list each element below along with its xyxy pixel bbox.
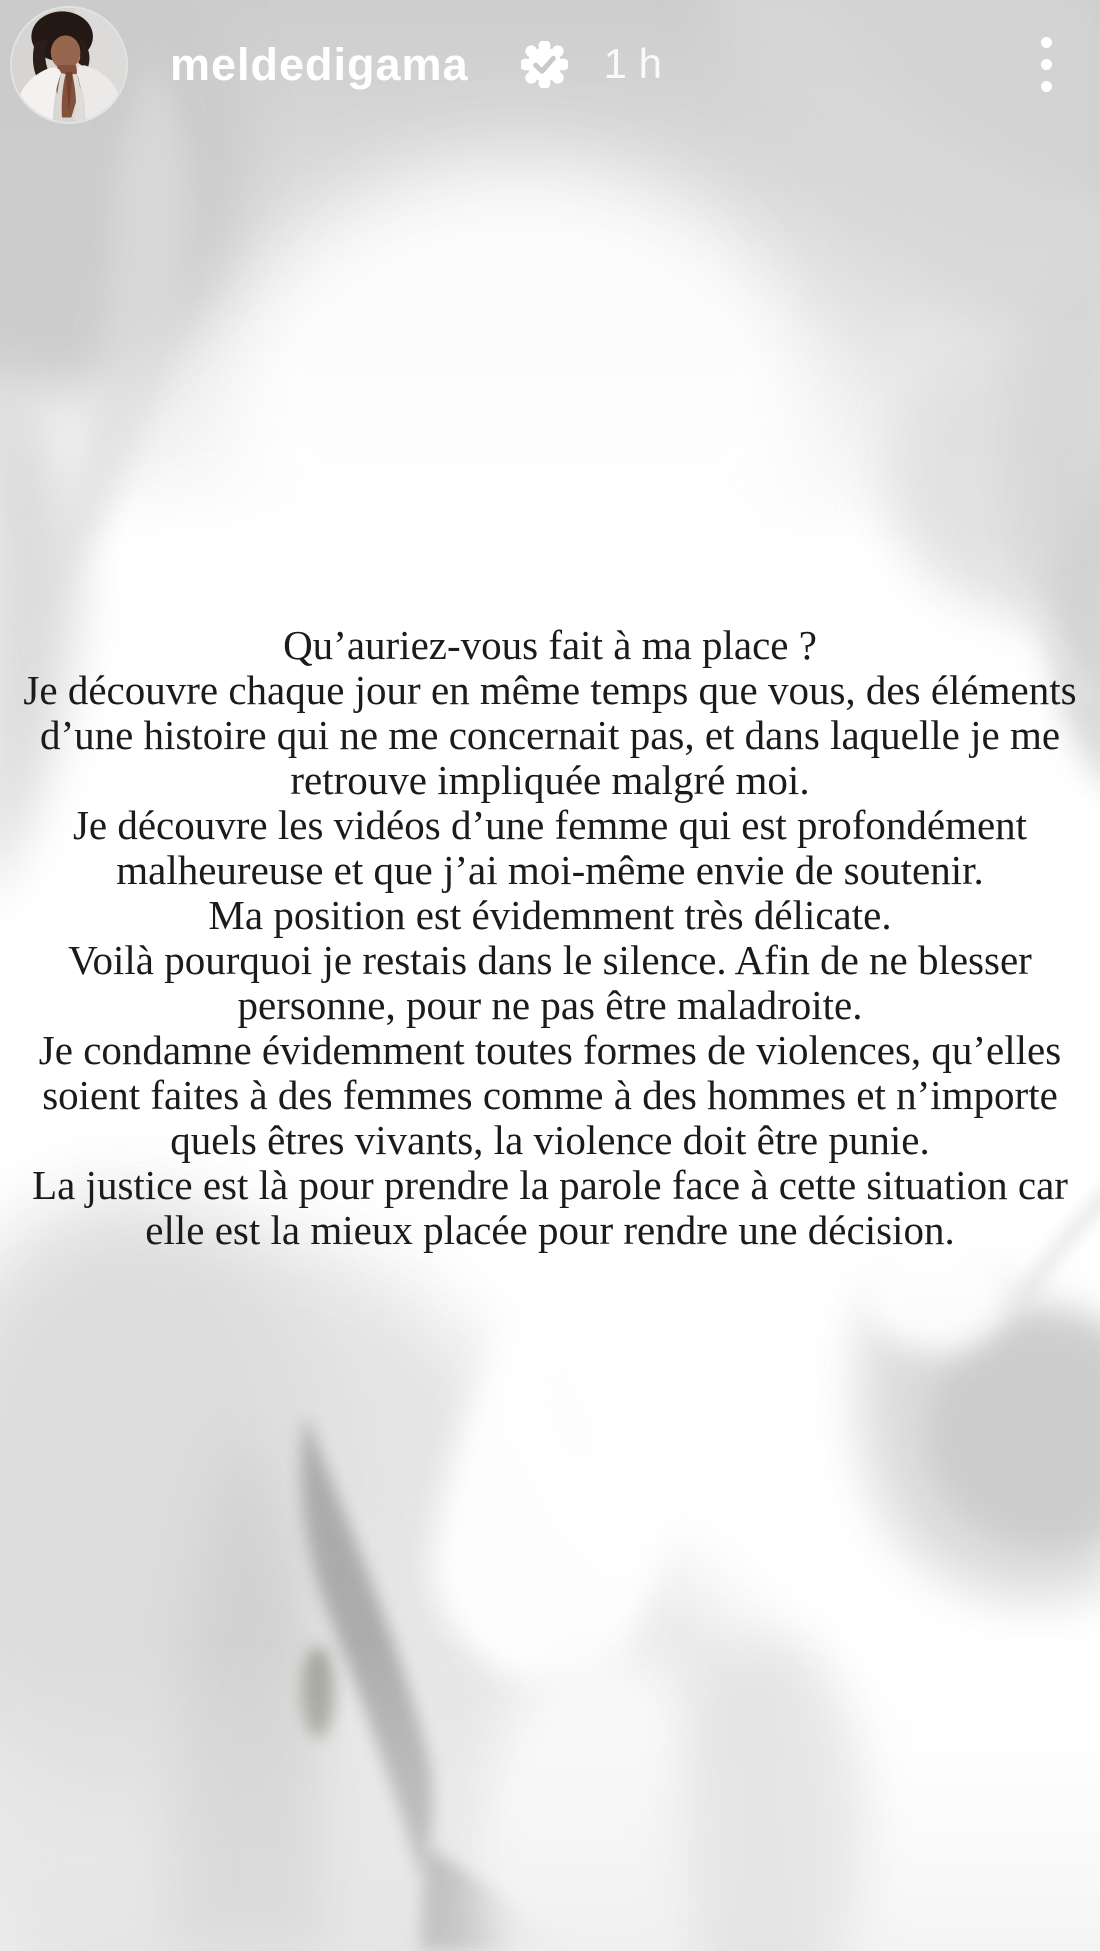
avatar-image — [12, 8, 126, 122]
story-text-line: quels êtres vivants, la violence doit être punie. — [170, 1117, 930, 1163]
story-text-line: soient faites à des femmes comme à des hommes et n’importe — [42, 1072, 1058, 1118]
menu-dot — [1041, 59, 1052, 70]
story-text-line: Voilà pourquoi je restais dans le silence. Afin de ne blesser — [68, 937, 1032, 983]
story-text-line: Ma position est évidemment très délicate. — [208, 892, 892, 938]
verified-badge-icon — [521, 41, 568, 88]
story-header — [0, 0, 1100, 128]
story-text-line: malheureuse et que j’ai moi-même envie de soutenir. — [116, 847, 984, 893]
story-text-line: retrouve impliquée malgré moi. — [290, 757, 810, 803]
story-text-line: personne, pour ne pas être maladroite. — [237, 982, 863, 1028]
more-options-icon[interactable] — [1035, 31, 1058, 98]
timestamp: 1 h — [603, 40, 662, 87]
story-text-line: Je découvre les vidéos d’une femme qui est profondément — [72, 802, 1028, 848]
story-text — [0, 623, 1100, 1253]
story-text-line: Je découvre chaque jour en même temps que vous, des éléments — [23, 667, 1077, 713]
menu-dot — [1041, 37, 1052, 48]
avatar[interactable] — [12, 8, 126, 122]
username[interactable]: meldedigama — [170, 38, 469, 90]
story-text-line: La justice est là pour prendre la parole face à cette situation car — [32, 1162, 1068, 1208]
story-text-line: Qu’auriez-vous fait à ma place ? — [283, 622, 817, 668]
menu-dot — [1041, 81, 1052, 92]
story-text-line: d’une histoire qui ne me concernait pas, et dans laquelle je me — [39, 712, 1061, 758]
story-text-line: Je condamne évidemment toutes formes de violences, qu’elles — [38, 1027, 1062, 1073]
story-text-line: elle est la mieux placée pour rendre une décision. — [145, 1207, 955, 1253]
